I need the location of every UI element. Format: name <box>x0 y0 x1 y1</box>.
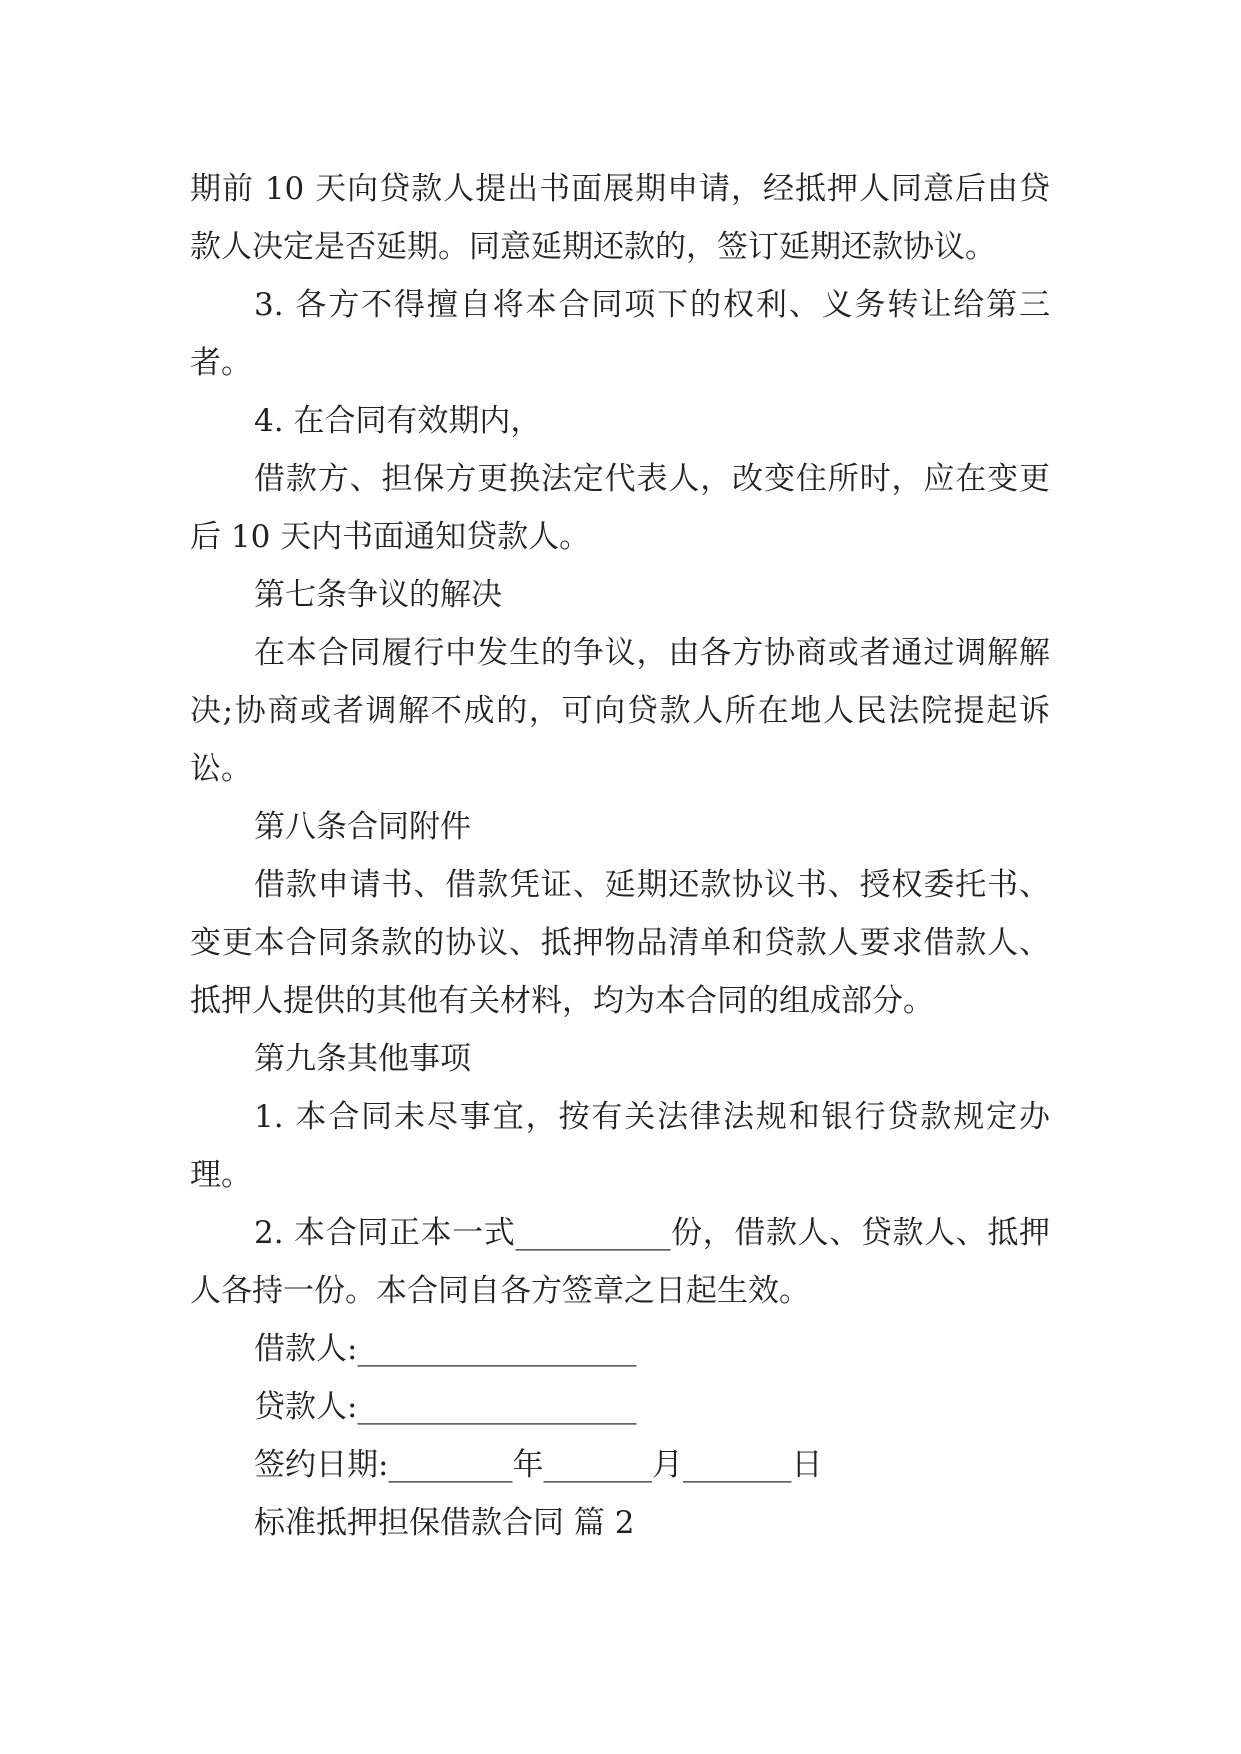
heading-article-7: 第七条争议的解决 <box>254 577 502 613</box>
next-section-title: 标准抵押担保借款合同 篇 2 <box>254 1505 635 1541</box>
paragraph-extension-request: 期前 10 天向贷款人提出书面展期申请，经抵押人同意后由贷款人决定是否延期。同意延期还款的，签订延期还款协议。 <box>190 171 1050 265</box>
signing-date-line: 签约日期:________年_______月_______日 <box>254 1447 823 1483</box>
paragraph-clause-1-unresolved: 1. 本合同未尽事宜，按有关法律法规和银行贷款规定办理。 <box>190 1099 1050 1193</box>
heading-article-9: 第九条其他事项 <box>254 1041 471 1077</box>
paragraph-representative-change: 借款方、担保方更换法定代表人，改变住所时，应在变更后 10 天内书面通知贷款人。 <box>190 461 1050 555</box>
paragraph-clause-3-transfer: 3. 各方不得擅自将本合同项下的权利、义务转让给第三者。 <box>190 287 1050 381</box>
paragraph-clause-2-copies: 2. 本合同正本一式__________份，借款人、贷款人、抵押人各持一份。本合同自各方签章之日起生效。 <box>190 1215 1050 1309</box>
heading-article-8: 第八条合同附件 <box>254 809 471 845</box>
paragraph-attachments: 借款申请书、借款凭证、延期还款协议书、授权委托书、变更本合同条款的协议、抵押物品清单和贷款人要求借款人、抵押人提供的其他有关材料，均为本合同的组成部分。 <box>190 867 1050 1019</box>
signature-borrower-line: 借款人:__________________ <box>254 1331 637 1367</box>
paragraph-clause-4-validity: 4. 在合同有效期内， <box>254 403 542 439</box>
signature-lender-line: 贷款人:__________________ <box>254 1389 637 1425</box>
paragraph-dispute-resolution: 在本合同履行中发生的争议，由各方协商或者通过调解解决;协商或者调解不成的，可向贷款人所在地人民法院提起诉讼。 <box>190 635 1050 787</box>
document-body <box>190 160 1050 1552</box>
